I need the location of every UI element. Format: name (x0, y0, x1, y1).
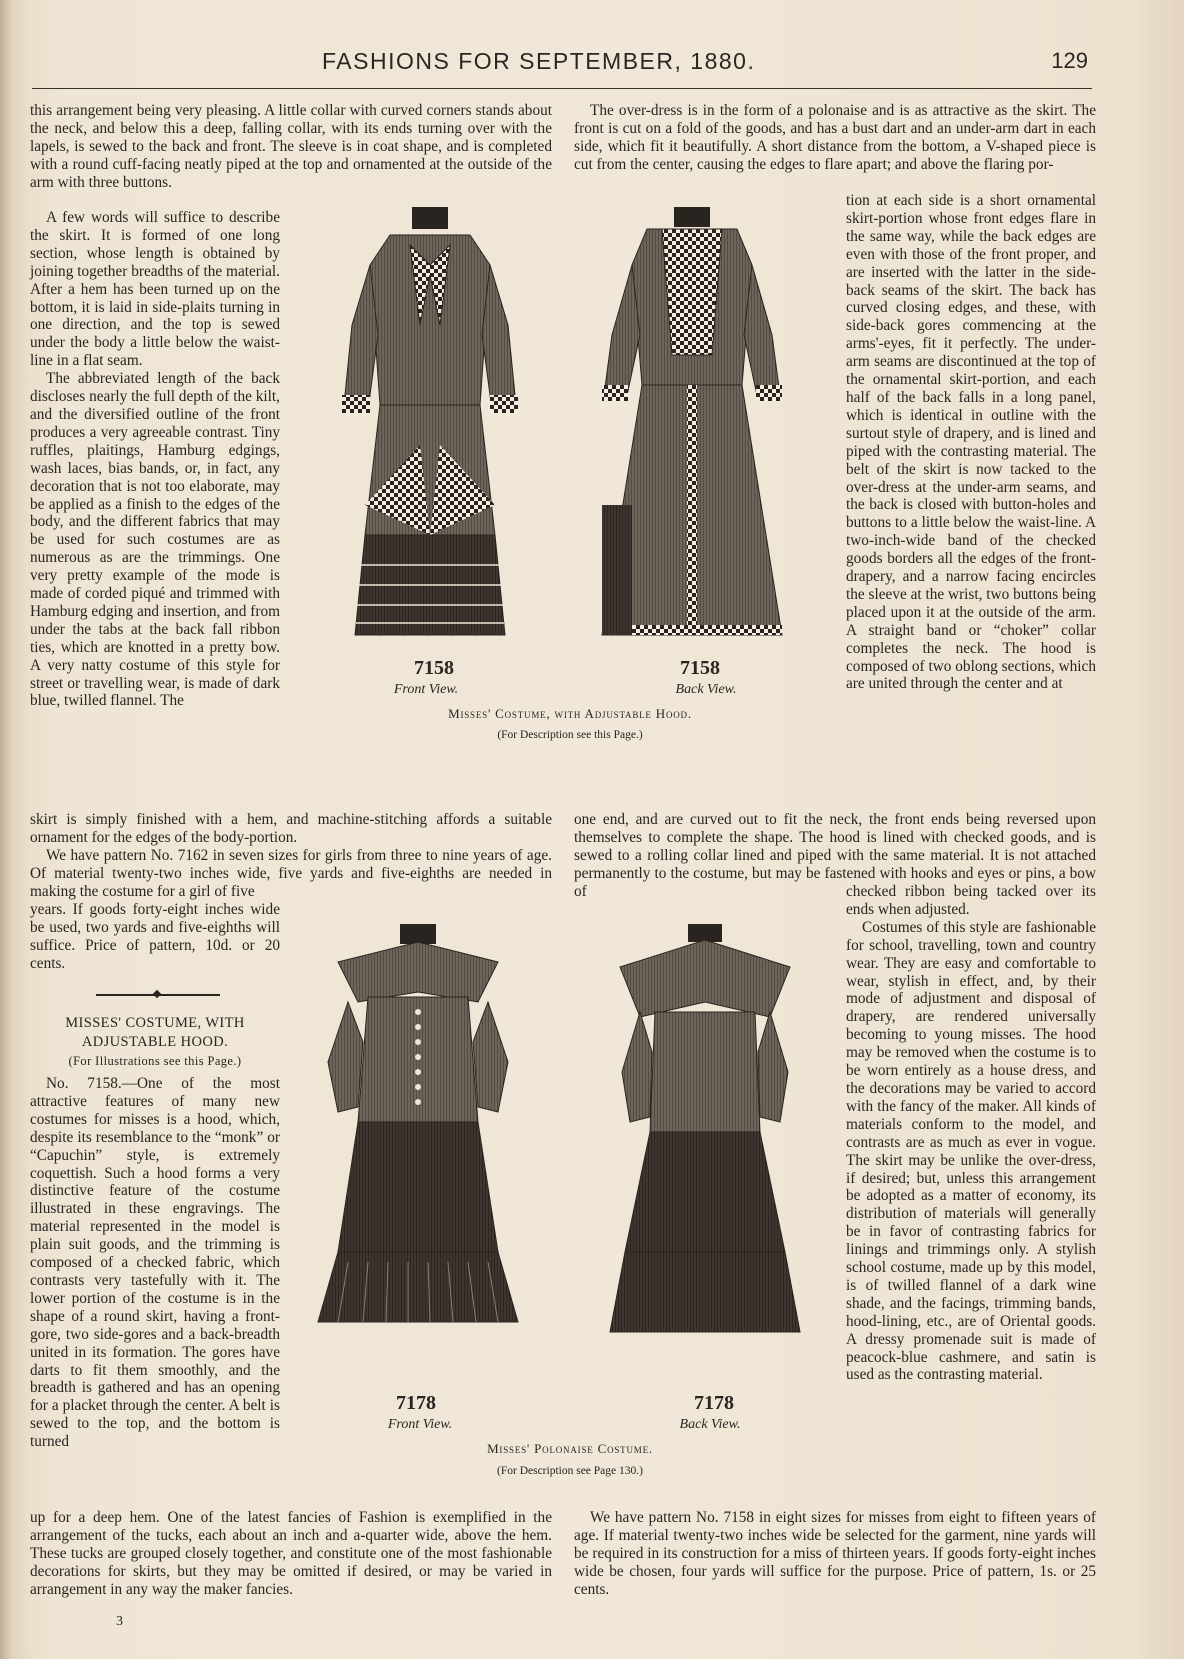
binding-gutter (0, 0, 14, 1659)
header-title: FASHIONS FOR SEPTEMBER, 1880. (322, 48, 756, 74)
plate-caption: Misses' Polonaise Costume. (487, 1441, 653, 1456)
view-label-back: Back View. (675, 682, 737, 697)
plate-number-front: 7178 (396, 1392, 436, 1414)
paragraph: tion at each side is a short ornamental skirt-portion whose front edges flare in the same way, while the back edges are even with those of the front proper, and are inserted with the latter in the side-back seams of the skirt. The back has curved closing edges, and these, with side-back gores commencing at the arms'-eyes, fit it perfectly. The under-arm seams are discontinued at the top of the ornamental skirt-portion, and each half of the back falls in a long panel, which is identical in outline with the surtout style of drapery, and is lined and piped with the contrasting material. The belt of the skirt is now tacked to the over-dress at the under-arm seams, and the back is closed with button-holes and buttons to a little below the waist-line. A two-inch-wide band of the checked goods borders all the edges of the front-drapery, and a narrow facing encircles the sleeve at the wrist, two buttons being placed upon it at the outside of the arm. A straight band or “choker” collar completes the neck. The hood is composed of two oblong sections, which are united through the center and at (846, 192, 1096, 693)
paragraph: one end, and are curved out to fit the neck, the front ends being reversed upon themselves to complete the shape. The hood is lined with checked goods, and is sewed to a rolling collar lined and piped with the same material. It is not attached permanently to the costume, but may be fastened with hooks and eyes or pins, a bow of (574, 811, 1096, 900)
plate-caption: Misses' Costume, with Adjustable Hood. (448, 706, 692, 721)
right-column-top-text (574, 102, 1096, 174)
running-header (32, 44, 1092, 89)
paragraph: The over-dress is in the form of a polonaise and is as attractive as the skirt. The front is cut on a fold of the goods, and has a bust dart and an under-arm dart in each side, which fit it beautifully. A short distance from the bottom, a V-shaped piece is cut from the center, causing the edges to flare apart; and above the flaring por- (574, 102, 1096, 173)
paragraph: years. If goods forty-eight inches wide be used, two yards and five-eighths will suffice. Price of pattern, 10d. or 20 cents. (30, 901, 280, 972)
view-label-front: Front View. (387, 1417, 453, 1432)
section-heading-sub: (For Illustrations see this Page.) (68, 1054, 242, 1068)
paragraph: checked ribbon being tacked over its ends when adjusted. (846, 883, 1096, 918)
paragraph: this arrangement being very pleasing. A little collar with curved corners stands about the neck, and below this a deep, falling collar, with its ends turning over with the lapels, is sewed to the back and front. The sleeve is in coat shape, and is completed with a round cuff-facing neatly piped at the top and ornamented at the outside of the arm with three buttons. (30, 102, 552, 191)
paragraph: Costumes of this style are fashionable for school, travelling, town and country wear. They are easy and comfortable to wear, stylish in effect, and, by their mode of adjustment and disposal of drapery, are rendered universally becoming to young misses. The hood may be removed when the costume is to be worn entirely as a house dress, and the decorations may be varied to accord with the fancy of the maker. All kinds of materials conform to the model, and contrasts are as much as ever in vogue. The skirt may be unlike the over-dress, if desired; but, unless this arrangement be adopted as a matter of economy, its distribution of materials will generally be in favor of contrasting fabrics for linings and trimmings only. A stylish school costume, made up by this model, is of twilled flannel of a dark wine shade, and the facings, trimming bands, hood-lining, etc., are of Oriental goods. A dressy promenade suit is made of peacock-blue cashmere, and satin is used as the contrasting material. (846, 918, 1096, 1384)
left-column-narrow-text (30, 209, 280, 710)
right-column-narrow2-text (846, 883, 1096, 1384)
paragraph: No. 7158.—One of the most attractive features of many new costumes for misses is a hood, which, despite its resemblance to the “monk” or “Capuchin” style, is extremely coquettish. Such a hood forms a very distinctive feature of the costume illustrated in these engravings. The material represented in the model is plain suit goods, and the trimming is composed of a checked fabric, which contrasts very tastefully with it. The lower portion of the costume is in the shape of a round skirt, having a front-gore, two side-gores and a back-breadth united in its formation. The gores have darts to fit them smoothly, and the breadth is gathered and has an opening for a placket through the center. A belt is sewed to the top, and the bottom is turned (30, 1075, 280, 1451)
signature-mark: 3 (116, 1614, 123, 1629)
paragraph: up for a deep hem. One of the latest fancies of Fashion is exemplified in the arrangement of the tucks, each about an inch and a-quarter wide, above the hem. These tucks are grouped closely together, and constitute one of the most fashionable decorations for skirts, but they may be omitted if desired, or may be varied in arrangement in any way the maker fancies. (30, 1509, 552, 1598)
paragraph: The abbreviated length of the back discloses nearly the full depth of the kilt, and the diversified outline of the front produces a very agreeable contrast. Tiny ruffles, plaitings, Hamburg edgings, wash laces, bias bands, or, in fact, any decoration that is not too elaborate, may be applied as a finish to the edges of the body, and the different fabrics that may be used for such costumes are as numerous as are the trimmings. One very pretty example of the mode is made of corded piqué and trimmed with Hamburg edging and insertion, and from under the tabs at the back fall ribbon ties, which are knotted in a pretty bow. A very natty costume of this style for street or travelling wear, is made of dark blue, twilled flannel. The (30, 370, 280, 710)
left-column-bottom-text (30, 1075, 280, 1451)
view-label-front: Front View. (393, 682, 459, 697)
view-label-back: Back View. (679, 1417, 741, 1432)
plate-caption-sub: (For Description see Page 130.) (497, 1465, 643, 1477)
left-column-top-text (30, 102, 552, 192)
illustration-7178-back (600, 922, 810, 1392)
left-column-wide-text (30, 811, 552, 901)
section-heading-line2: ADJUSTABLE HOOD. (81, 1034, 229, 1050)
plate-number-back: 7178 (694, 1392, 734, 1414)
plate-caption-sub: (For Description see this Page.) (497, 729, 643, 741)
illustration-7158-back (592, 205, 792, 685)
bottom-right-wide-text (574, 1509, 1096, 1599)
paragraph: We have pattern No. 7158 in eight sizes for misses from eight to fifteen years of age. If material twenty-two inches wide be selected for the garment, nine yards will be required in its construction for a miss of thirteen years. If goods forty-eight inches wide be chosen, four yards will suffice for the purpose. Price of pattern, 1s. or 25 cents. (574, 1509, 1096, 1598)
right-column-narrow-text (846, 192, 1096, 693)
page-number: 129 (1051, 48, 1088, 73)
paragraph: We have pattern No. 7162 in seven sizes for girls from three to nine years of age. Of material twenty-two inches wide, five yards and five-eighths are needed in making the costume for a girl of five (30, 846, 552, 900)
bottom-left-wide-text (30, 1509, 552, 1599)
paragraph: skirt is simply finished with a hem, and machine-stitching affords a suitable ornament for the edges of the body-portion. (30, 811, 552, 846)
illustration-7178-front (308, 922, 528, 1392)
section-heading-line1: MISSES' COSTUME, WITH (65, 1015, 245, 1031)
plate-number-back: 7158 (680, 657, 720, 679)
left-column-price-text (30, 901, 280, 973)
section-heading (30, 1014, 280, 1071)
paragraph: A few words will suffice to describe the skirt. It is formed of one long section, whose length is obtained by joining together breadths of the material. After a hem has been turned up on the bottom, it is laid in side-plaits turning in one direction, and the top is sewed under the body a little below the waist-line in a flat seam. (30, 209, 280, 370)
plate-number-front: 7158 (414, 657, 454, 679)
illustration-7158-front (330, 205, 530, 685)
